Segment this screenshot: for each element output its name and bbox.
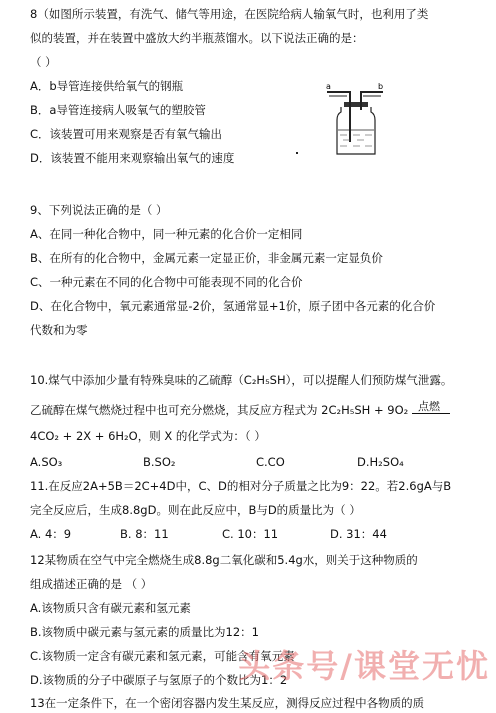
q13-stem: 13在一定条件下，在一个密闭容器内发生某反应，测得反应过程中各物质的质 (30, 696, 425, 710)
q12-stem-line1: 12某物质在空气中完全燃烧生成8.8g二氧化碳和5.4g水，则关于这种物质的 (30, 553, 418, 567)
q9-stem: 9、下列说法正确的是（ ） (30, 203, 168, 217)
q8-stem-line1: 8（如图所示装置，有洗气、储气等用途，在医院给病人输氧气时，也利用了类 (30, 7, 429, 21)
q8-answer-blank: （ ） (30, 55, 57, 69)
q8-option-d: D．该装置不能用来观察输出氧气的速度 (30, 151, 235, 165)
gas-washing-bottle-diagram (325, 80, 385, 158)
stray-dot (296, 152, 298, 154)
q11-option-b: B. 8：11 (120, 527, 169, 541)
q8-option-a: A．b导管连接供给氧气的钢瓶 (30, 79, 184, 93)
q11-option-d: D. 31：44 (330, 527, 387, 541)
q11-option-c: C. 10：11 (222, 527, 279, 541)
tube-a (327, 92, 350, 142)
q9-option-a: A、在同一种化合物中，同一种元素的化合价一定相同 (30, 227, 303, 241)
q9-option-b: B、在所有的化合物中，金属元素一定显正价，非金属元素一定显负价 (30, 251, 383, 265)
q11-stem-line1: 11.在反应2A+5B＝2C+4D中，C、D的相对分子质量之比为9：22。若2.6gA与B (30, 479, 452, 493)
q9-option-d-line2: 代数和为零 (30, 323, 88, 337)
q8-option-c: C．该装置可用来观察是否有氧气输出 (30, 127, 223, 141)
q12-stem-line2: 组成描述正确的是 （ ） (30, 577, 153, 591)
q9-option-d-line1: D、在化合物中，氧元素通常显-2价，氢通常显+1价，原子团中各元素的化合价 (30, 299, 436, 313)
q9-option-c: C、一种元素在不同的化合物中可能表现不同的化合价 (30, 275, 303, 289)
watermark: 头条号/课堂无忧 (238, 647, 490, 685)
q10-option-d: D.H₂SO₄ (357, 455, 404, 469)
q11-option-a: A. 4：9 (30, 527, 72, 541)
q10-stem-line1: 10.煤气中添加少量有特殊臭味的乙硫醇（C₂H₅SH），可以提醒人们预防煤气泄露。 (30, 373, 453, 387)
bottle-stopper (344, 102, 368, 107)
q10-option-a: A.SO₃ (30, 455, 63, 469)
tube-b (361, 92, 383, 110)
q8-option-b: B．a导管连接病人吸氧气的塑胶管 (30, 103, 206, 117)
label-b: b (378, 82, 384, 91)
q12-option-b: B.该物质中碳元素与氢元素的质量比为12：1 (30, 625, 259, 639)
label-a: a (326, 82, 331, 91)
q10-stem-line3: 4CO₂ + 2X + 6H₂O，则 X 的化学式为：（ ） (30, 429, 266, 443)
q11-stem-line2: 完全反应后，生成8.8gD。则在此反应中，B与D的质量比为（ ） (30, 503, 361, 517)
q10-option-c: C.CO (256, 455, 285, 469)
q10-option-b: B.SO₂ (143, 455, 176, 469)
reaction-condition-ignite: 点燃 (418, 400, 440, 413)
q8-stem-line2: 似的装置，并在装置中盛放大约半瓶蒸馏水。以下说法正确的是： (30, 31, 364, 45)
q10-stem-line2: 乙硫醇在煤气燃烧过程中也可充分燃烧，其反应方程式为 2C₂H₅SH + 9O₂ (30, 403, 409, 417)
q12-option-d: D.该物质的分子中碳原子与氢原子的个数比为1：2 (30, 673, 288, 687)
bottle-body (337, 107, 375, 154)
q12-option-a: A.该物质只含有碳元素和氢元素 (30, 601, 191, 615)
q12-option-c: C.该物质一定含有碳元素和氢元素，可能含有氧元素 (30, 649, 295, 663)
